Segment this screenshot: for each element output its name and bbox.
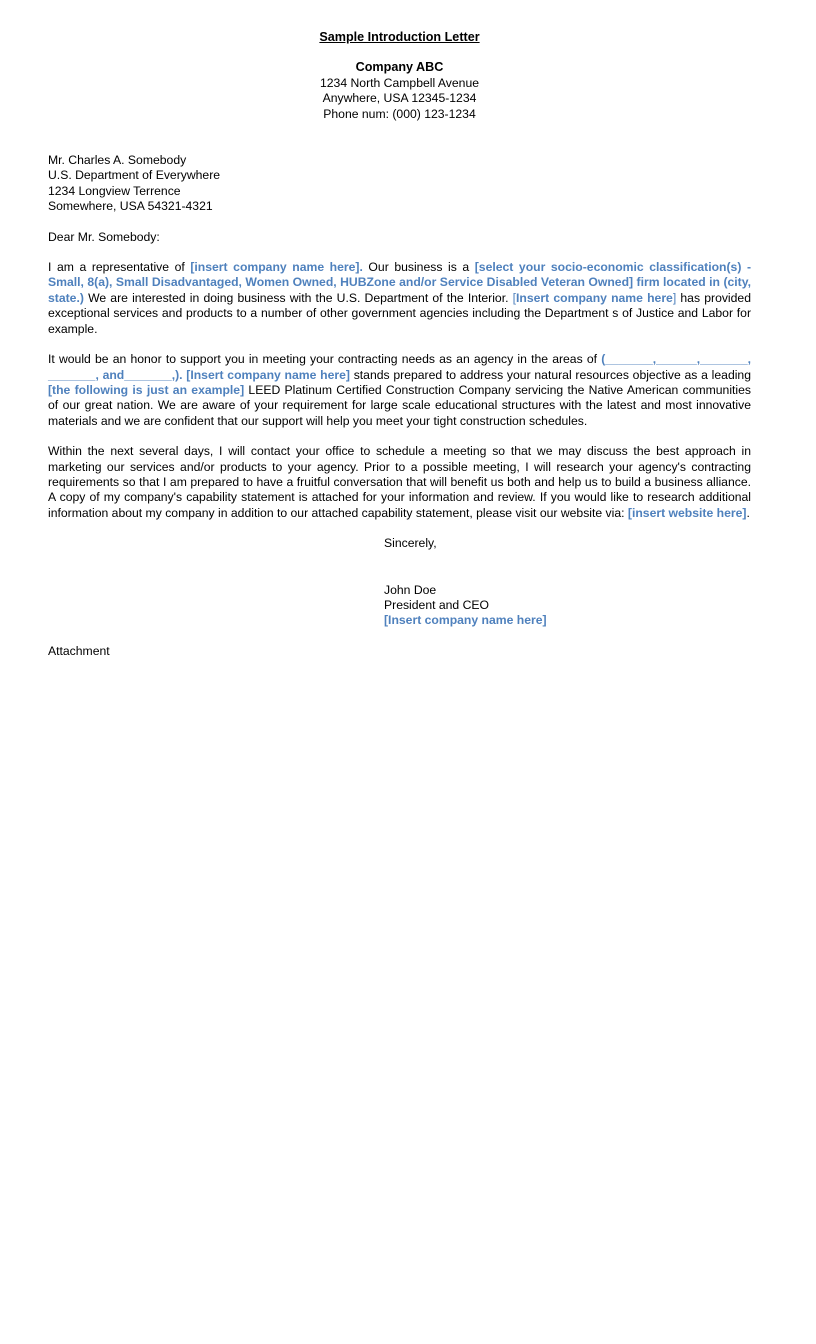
paragraph-text: Within the next several days, I will contact your office to schedule a meeting so that we may discuss the best approach in marketing our services and/or products to your agency. Prior to a possible meeting, I will research your agency's contracting requirements so that I am prepared to have a fruitful conversation that will benefit us both and help us to build a business alliance. A copy of my company's capability statement is attached for your information and review. If you would like to research additional information about my company in addition to our attached capability statement, please visit our website via: [48,444,751,520]
sender-address-line1: 1234 North Campbell Avenue [320,75,479,90]
paragraph-text: LEED Platinum Certified Construction Company servicing the Native American communities of our great nation. We are aware of your requirement for large scale educational structures with the latest and most innovative materials and we are confident that our support will help you meet your tight construction schedules. [48,382,751,428]
company-name-placeholder: [insert company name here]. [190,260,363,275]
letter-page [48,28,751,659]
recipient-street: 1234 Longview Terrence [48,183,181,198]
recipient-city: Somewhere, USA 54321-4321 [48,199,213,214]
placeholder-bracket: ] [672,290,677,305]
letter-header [48,30,751,122]
letter-title: Sample Introduction Letter [319,30,480,44]
paragraph-text: Our business is a [362,260,475,275]
paragraph-text: I am a representative of [48,260,191,275]
classification-placeholder: [select your socio-economic classification(s) - Small, 8(a), Small Disadvantaged, Women Owned, HUBZone and/or Service Disabled Veteran Owned] firm located in (city, state.) [48,260,752,305]
paragraph-text: . [746,505,750,520]
sender-address-line2: Anywhere, USA 12345-1234 [322,91,477,106]
recipient-name: Mr. Charles A. Somebody [48,153,187,168]
paragraph-text: has provided exceptional services and products to a number of other government agencies including the Department s of Justice and Labor for example. [48,290,751,336]
signer-title: President and CEO [384,597,490,612]
closing: Sincerely, [384,536,437,551]
attachment-note: Attachment [48,643,110,658]
areas-placeholder: (_______,______,_______, _______, and_______,). [48,352,751,382]
body-paragraph-3 [48,444,751,521]
signer-name: John Doe [384,582,437,597]
paragraph-text: It would be an honor to support you in meeting your contracting needs as an agency in the areas of [48,352,602,367]
paragraph-text: We are interested in doing business with the U.S. Department of the Interior. [83,290,513,305]
body-paragraph-2 [48,352,751,429]
recipient-organization: U.S. Department of Everywhere [48,168,221,183]
sender-phone: Phone num: (000) 123-1234 [323,106,476,121]
example-placeholder: [the following is just an example] [48,382,245,397]
salutation: Dear Mr. Somebody: [48,229,160,244]
paragraph-text: stands prepared to address your natural resources objective as a leading [349,367,751,382]
sender-company-name: Company ABC [355,60,444,75]
signature-block [384,536,751,629]
body-paragraph-1 [48,260,751,337]
recipient-address [48,153,751,215]
company-name-placeholder: [Insert company name here] [186,367,350,382]
placeholder-bracket: [ [512,290,517,305]
website-placeholder: [insert website here] [627,505,747,520]
company-name-placeholder: Insert company name here [516,290,673,305]
signer-company-placeholder: [Insert company name here] [384,613,547,628]
